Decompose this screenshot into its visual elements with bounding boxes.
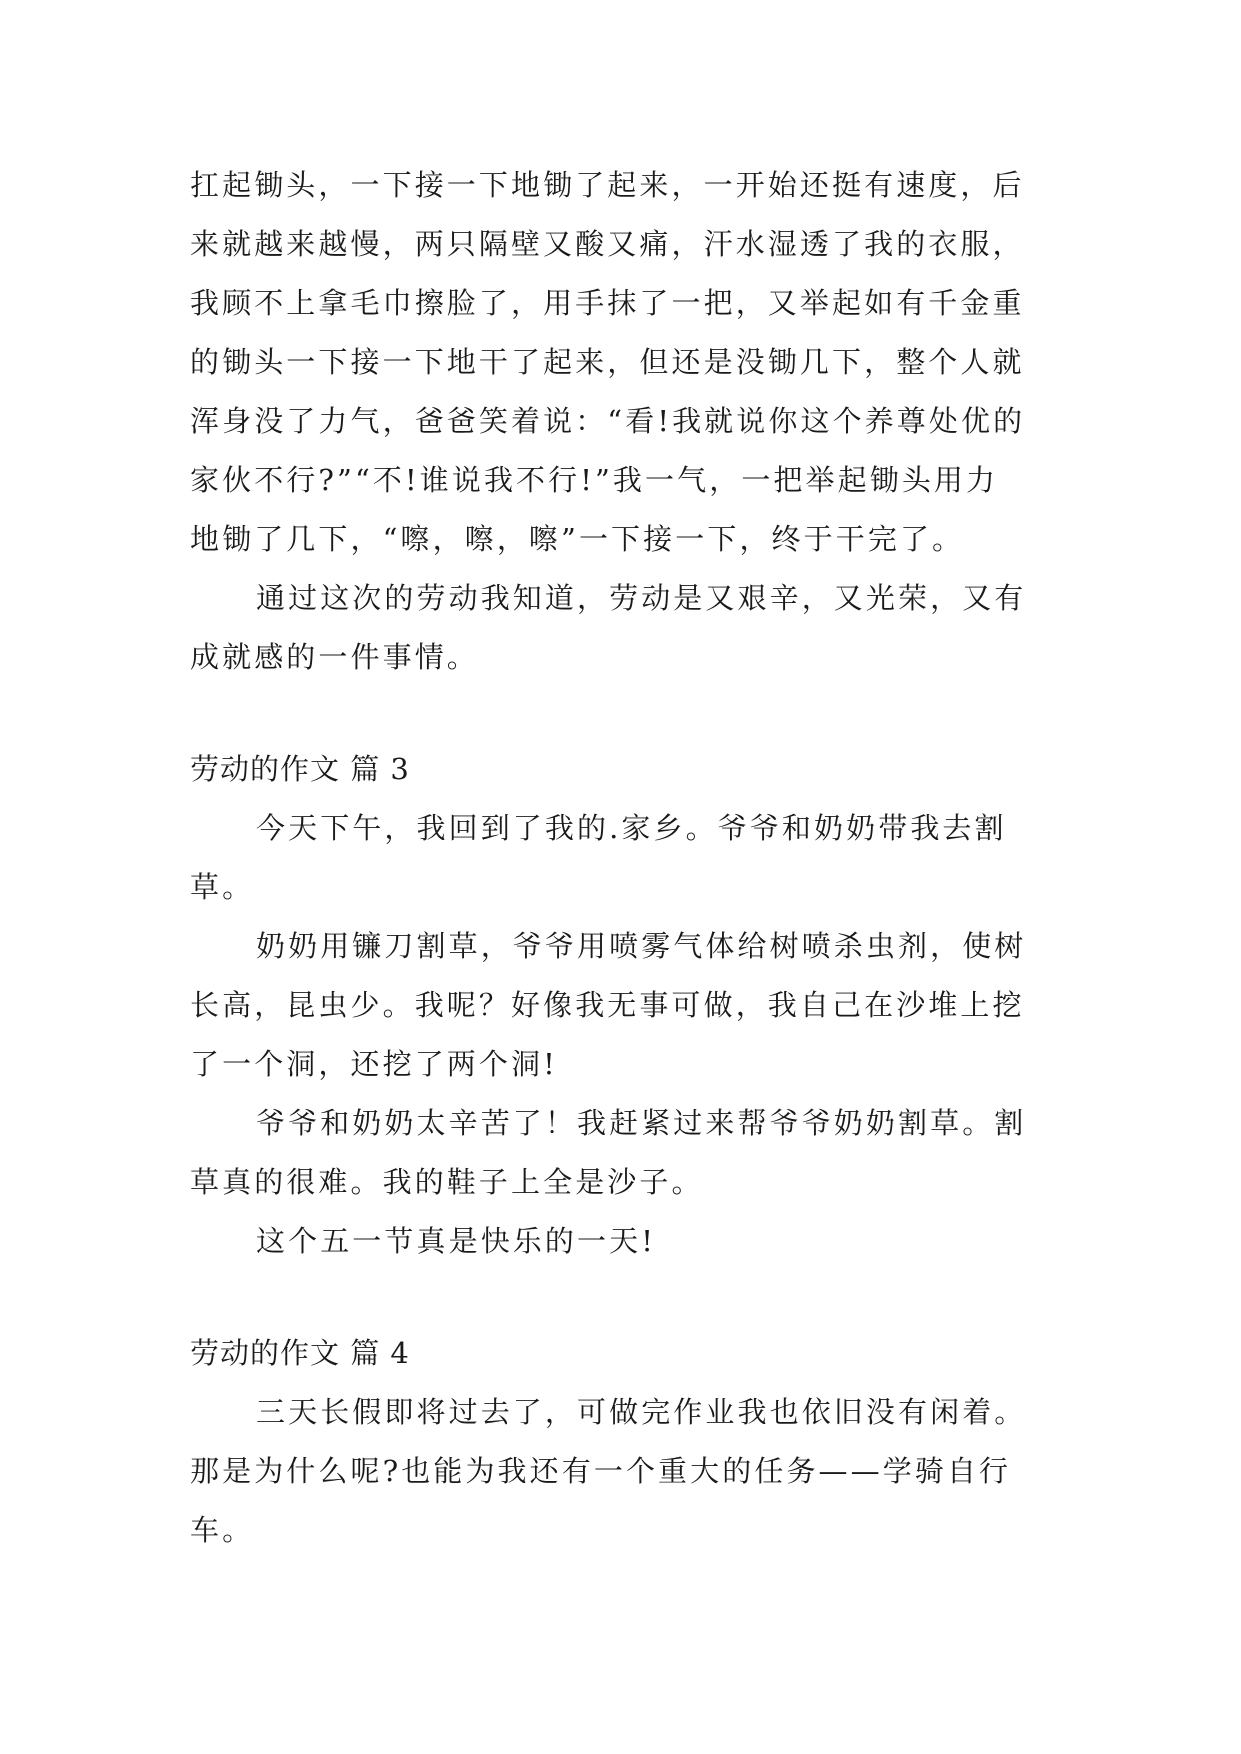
- text-line: 草。: [190, 870, 255, 904]
- section-heading: 劳动的作文 篇 4: [190, 1336, 410, 1370]
- text-line: 那是为什么呢?也能为我还有一个重大的任务——学骑自行: [190, 1454, 1012, 1488]
- text-line: 今天下午，我回到了我的.家乡。爷爷和奶奶带我去割: [256, 811, 1007, 845]
- text-line: 了一个洞，还挖了两个洞!: [190, 1047, 558, 1081]
- text-line: 车。: [190, 1513, 255, 1547]
- text-line: 浑身没了力气，爸爸笑着说：“看!我就说你这个养尊处优的: [190, 404, 1026, 438]
- text-line: 奶奶用镰刀割草，爷爷用喷雾气体给树喷杀虫剂，使树: [256, 929, 1027, 963]
- text-line: 长高，昆虫少。我呢？好像我无事可做，我自己在沙堆上挖: [190, 988, 1025, 1022]
- text-line: 成就感的一件事情。: [190, 640, 479, 674]
- text-line: 家伙不行?”“不!谁说我不行!”我一气，一把举起锄头用力: [190, 463, 999, 497]
- text-line: 草真的很难。我的鞋子上全是沙子。: [190, 1165, 704, 1199]
- text-line: 三天长假即将过去了，可做完作业我也依旧没有闲着。: [256, 1395, 1027, 1429]
- section-heading: 劳动的作文 篇 3: [190, 752, 410, 786]
- text-line: 地锄了几下，“嚓，嚓，嚓”一下接一下，终于干完了。: [190, 522, 965, 556]
- text-line: 的锄头一下接一下地干了起来，但还是没锄几下，整个人就: [190, 345, 1025, 379]
- text-line: 爷爷和奶奶太辛苦了！我赶紧过来帮爷爷奶奶割草。割: [256, 1106, 1027, 1140]
- text-line: 我顾不上拿毛巾擦脸了，用手抹了一把，又举起如有千金重: [190, 286, 1025, 320]
- text-line: 通过这次的劳动我知道，劳动是又艰辛，又光荣，又有: [256, 581, 1027, 615]
- text-line: 扛起锄头，一下接一下地锄了起来，一开始还挺有速度，后: [190, 168, 1025, 202]
- text-line: 来就越来越慢，两只隔壁又酸又痛，汗水湿透了我的衣服，: [190, 227, 1025, 261]
- text-line: 这个五一节真是快乐的一天!: [256, 1224, 656, 1258]
